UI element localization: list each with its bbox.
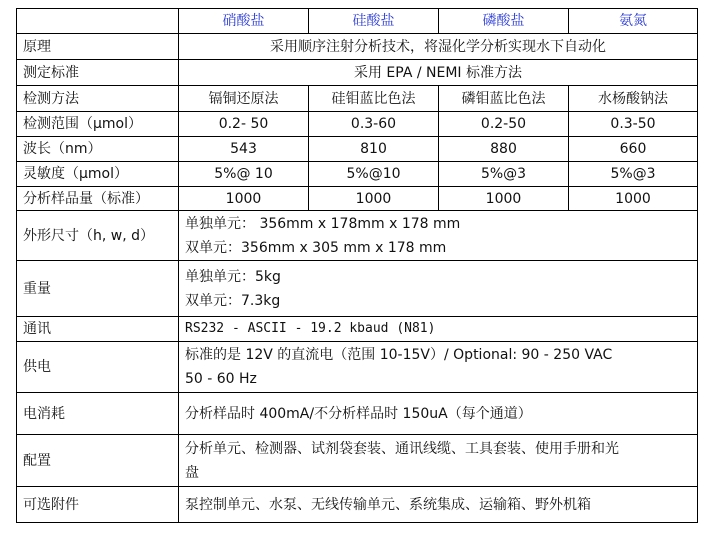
weight-label: 重量 bbox=[17, 261, 179, 317]
config-line-1: 分析单元、检测器、试剂袋套装、通讯线缆、工具套装、使用手册和光 bbox=[185, 440, 619, 457]
sensitivity-phosphate: 5%@3 bbox=[439, 162, 569, 187]
row-dimensions bbox=[17, 211, 698, 261]
row-config bbox=[17, 435, 698, 487]
range-label: 检测范围（µmol） bbox=[17, 112, 179, 137]
sensitivity-nitrate: 5%@ 10 bbox=[179, 162, 309, 187]
row-sensitivity bbox=[17, 162, 698, 187]
range-phosphate: 0.2-50 bbox=[439, 112, 569, 137]
header-phosphate: 磷酸盐 bbox=[439, 9, 569, 34]
power-label: 供电 bbox=[17, 342, 179, 393]
config-line-2: 盘 bbox=[185, 464, 199, 481]
row-standard bbox=[17, 60, 698, 86]
power-value bbox=[179, 342, 698, 393]
power-line-1: 标准的是 12V 的直流电（范围 10-15V）/ Optional: 90 - 250 VAC bbox=[185, 347, 613, 363]
range-ammonia: 0.3-50 bbox=[569, 112, 698, 137]
dimensions-dual-unit: 双单元：356mm x 305 mm x 178 mm bbox=[185, 239, 447, 256]
dimensions-label: 外形尺寸（h, w, d） bbox=[17, 211, 179, 261]
dimensions-single-unit: 单独单元： 356mm x 178mm x 178 mm bbox=[185, 215, 461, 232]
row-consumption bbox=[17, 393, 698, 435]
method-silicate: 硅钼蓝比色法 bbox=[309, 86, 439, 112]
wavelength-nitrate: 543 bbox=[179, 137, 309, 162]
row-wavelength bbox=[17, 137, 698, 162]
standard-value: 采用 EPA / NEMI 标准方法 bbox=[179, 60, 698, 86]
samples-label: 分析样品量（标准） bbox=[17, 187, 179, 211]
consumption-value bbox=[179, 393, 698, 435]
principle-label: 原理 bbox=[17, 34, 179, 60]
accessories-label: 可选附件 bbox=[17, 487, 179, 523]
accessories-value bbox=[179, 487, 698, 523]
row-range bbox=[17, 112, 698, 137]
config-label: 配置 bbox=[17, 435, 179, 487]
consumption-label: 电消耗 bbox=[17, 393, 179, 435]
header-silicate: 硅酸盐 bbox=[309, 9, 439, 34]
row-method bbox=[17, 86, 698, 112]
method-phosphate: 磷钼蓝比色法 bbox=[439, 86, 569, 112]
spec-table bbox=[16, 8, 698, 523]
consumption-text: 分析样品时 400mA/不分析样品时 150uA（每个通道） bbox=[185, 405, 532, 422]
header-ammonia: 氨氮 bbox=[569, 9, 698, 34]
weight-value bbox=[179, 261, 698, 317]
row-samples bbox=[17, 187, 698, 211]
method-nitrate: 镉铜还原法 bbox=[179, 86, 309, 112]
samples-ammonia: 1000 bbox=[569, 187, 698, 211]
method-ammonia: 水杨酸钠法 bbox=[569, 86, 698, 112]
range-nitrate: 0.2- 50 bbox=[179, 112, 309, 137]
dimensions-value bbox=[179, 211, 698, 261]
wavelength-label: 波长（nm） bbox=[17, 137, 179, 162]
row-accessories bbox=[17, 487, 698, 523]
accessories-text: 泵控制单元、水泵、无线传输单元、系统集成、运输箱、野外机箱 bbox=[185, 496, 591, 513]
weight-dual-unit: 双单元：7.3kg bbox=[185, 292, 281, 309]
principle-value: 采用顺序注射分析技术，将湿化学分析实现水下自动化 bbox=[179, 34, 698, 60]
wavelength-ammonia: 660 bbox=[569, 137, 698, 162]
power-line-2: 50 - 60 Hz bbox=[185, 371, 257, 387]
header-nitrate: 硝酸盐 bbox=[179, 9, 309, 34]
row-power bbox=[17, 342, 698, 393]
config-value bbox=[179, 435, 698, 487]
comm-label: 通讯 bbox=[17, 317, 179, 342]
row-comm bbox=[17, 317, 698, 342]
comm-value: RS232 - ASCII - 19.2 kbaud (N81) bbox=[179, 317, 698, 342]
standard-label: 测定标准 bbox=[17, 60, 179, 86]
wavelength-phosphate: 880 bbox=[439, 137, 569, 162]
weight-single-unit: 单独单元：5kg bbox=[185, 268, 281, 285]
header-row bbox=[17, 9, 698, 34]
samples-nitrate: 1000 bbox=[179, 187, 309, 211]
samples-phosphate: 1000 bbox=[439, 187, 569, 211]
sensitivity-ammonia: 5%@3 bbox=[569, 162, 698, 187]
sensitivity-silicate: 5%@10 bbox=[309, 162, 439, 187]
method-label: 检测方法 bbox=[17, 86, 179, 112]
header-blank-cell bbox=[17, 9, 179, 34]
sensitivity-label: 灵敏度（µmol） bbox=[17, 162, 179, 187]
range-silicate: 0.3-60 bbox=[309, 112, 439, 137]
row-principle bbox=[17, 34, 698, 60]
samples-silicate: 1000 bbox=[309, 187, 439, 211]
wavelength-silicate: 810 bbox=[309, 137, 439, 162]
row-weight bbox=[17, 261, 698, 317]
